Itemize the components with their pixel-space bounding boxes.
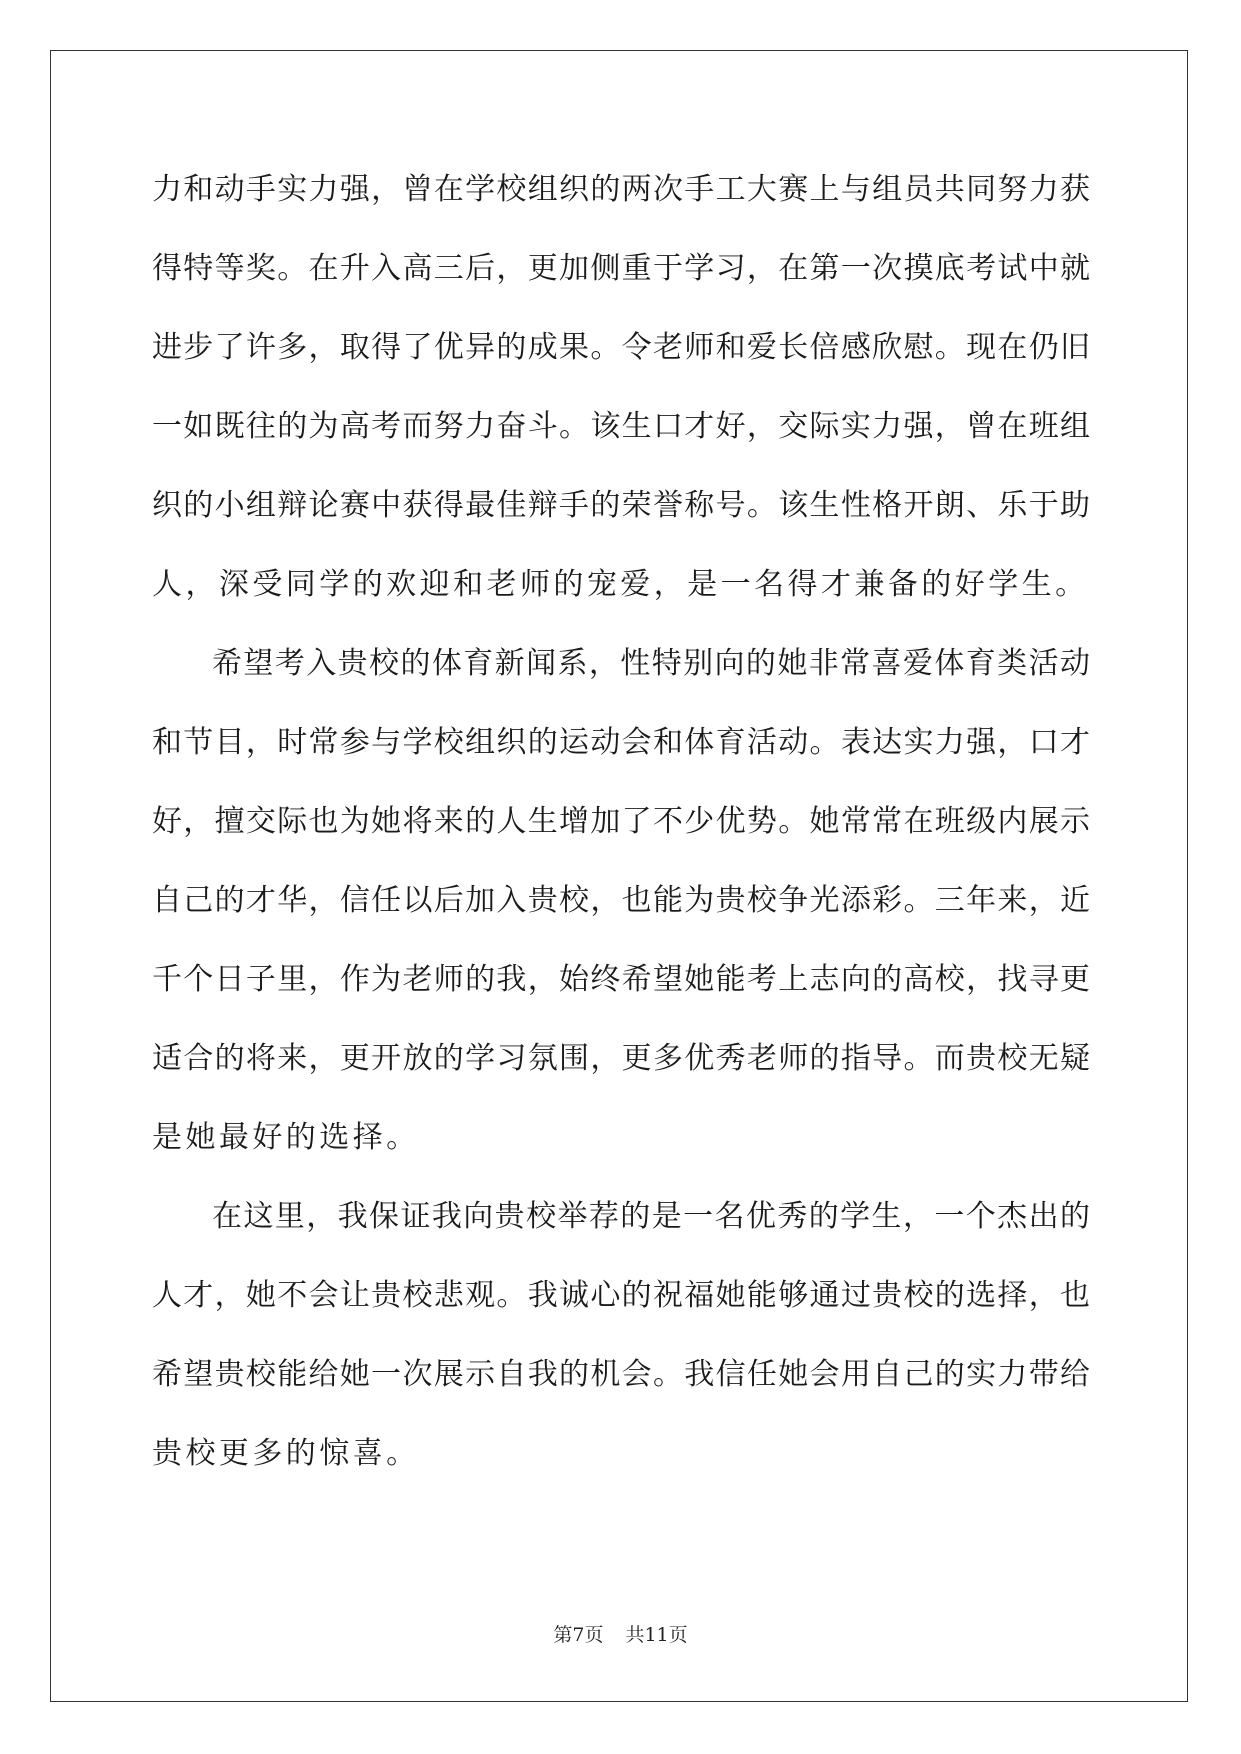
paragraph-line: 好，擅交际也为她将来的人生增加了不少优势。她常常在班级内展示 xyxy=(152,804,1090,839)
paragraph-line: 希望贵校能给她一次展示自我的机会。我信任她会用自己的实力带给 xyxy=(152,1357,1090,1392)
paragraph-line: 得特等奖。在升入高三后，更加侧重于学习，在第一次摸底考试中就 xyxy=(152,251,1090,286)
paragraph-line: 织的小组辩论赛中获得最佳辩手的荣誉称号。该生性格开朗、乐于助 xyxy=(152,488,1090,523)
paragraph-line: 进步了许多，取得了优异的成果。令老师和爱长倍感欣慰。现在仍旧 xyxy=(152,330,1090,365)
paragraph-line: 是她最好的选择。 xyxy=(152,1120,420,1155)
paragraph-line: 一如既往的为高考而努力奋斗。该生口才好，交际实力强，曾在班组 xyxy=(152,409,1090,444)
paragraph-line: 和节目，时常参与学校组织的运动会和体育活动。表达实力强，口才 xyxy=(152,725,1090,760)
paragraph-line: 人，深受同学的欢迎和老师的宠爱，是一名得才兼备的好学生。 xyxy=(152,567,1089,602)
paragraph-line: 千个日子里，作为老师的我，始终希望她能考上志向的高校，找寻更 xyxy=(152,962,1090,997)
page-total: 共11页 xyxy=(625,1624,688,1646)
paragraph-line: 在这里，我保证我向贵校举荐的是一名优秀的学生，一个杰出的 xyxy=(212,1199,1090,1234)
page-footer xyxy=(0,1620,1241,1647)
page-number: 第7页 xyxy=(553,1624,604,1646)
document-body xyxy=(152,160,1090,1503)
paragraph-line: 适合的将来，更开放的学习氛围，更多优秀老师的指导。而贵校无疑 xyxy=(152,1041,1090,1076)
paragraph-line: 贵校更多的惊喜。 xyxy=(152,1436,420,1471)
paragraph-line: 力和动手实力强，曾在学校组织的两次手工大赛上与组员共同努力获 xyxy=(152,172,1090,207)
paragraph-line: 自己的才华，信任以后加入贵校，也能为贵校争光添彩。三年来，近 xyxy=(152,883,1090,918)
paragraph-line: 希望考入贵校的体育新闻系，性特别向的她非常喜爱体育类活动 xyxy=(212,646,1090,681)
paragraph-line: 人才，她不会让贵校悲观。我诚心的祝福她能够通过贵校的选择，也 xyxy=(152,1278,1090,1313)
